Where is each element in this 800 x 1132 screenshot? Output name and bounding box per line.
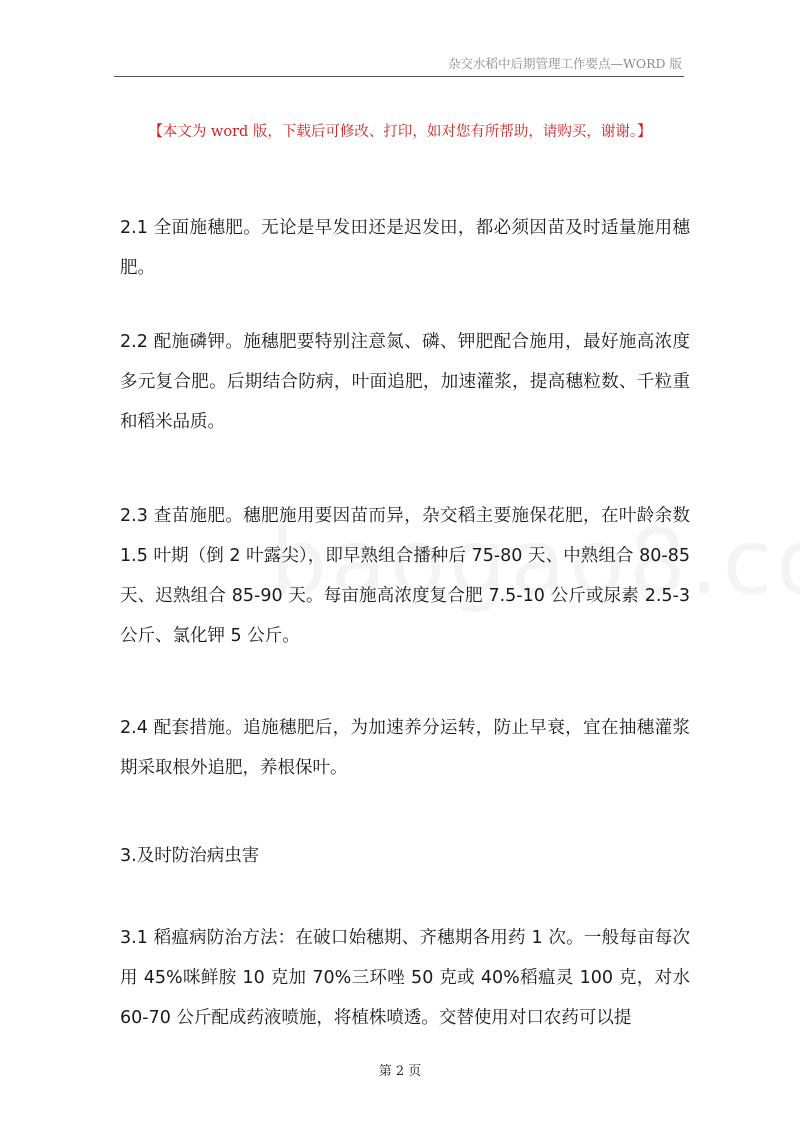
page-number: 第 2 页 [378,1064,422,1079]
paragraph-2-4: 2.4 配套措施。追施穗肥后，为加速养分运转，防止早衰，宜在抽穗灌浆期采取根外追肥，养根保叶。 [120,718,690,778]
section-heading-3: 3.及时防治病虫害 [120,846,260,866]
paragraph-3-1: 3.1 稻瘟病防治方法：在破口始穗期、齐穗期各用药 1 次。一般每亩每次用 45%咪鲜胺 10 克加 70%三环唑 50 克或 40%稻瘟灵 100 克，对水 60-70 公斤配成药液喷施，将植株喷透。交替使用对口农药可以提 [120,928,690,1028]
paragraph-2-3: 2.3 查苗施肥。穗肥施用要因苗而异，杂交稻主要施保花肥，在叶龄余数 1.5 叶期（倒 2 叶露尖），即早熟组合播种后 75-80 天、中熟组合 80-85 天、迟熟组合 85-90 天。每亩施高浓度复合肥 7.5-10 公斤或尿素 2.5-3 公斤、氯化钾 5 公斤。 [120,506,690,646]
page-header [114,50,684,77]
paragraph-2-1: 2.1 全面施穗肥。无论是早发田还是迟发田，都必须因苗及时适量施用穗肥。 [120,218,690,278]
paragraph-2-2: 2.2 配施磷钾。施穗肥要特别注意氮、磷、钾肥配合施用，最好施高浓度多元复合肥。后期结合防病，叶面追肥，加速灌浆，提高穗粒数、千粒重和稻米品质。 [120,332,690,432]
purchase-notice: 【本文为 word 版，下载后可修改、打印，如对您有所帮助，请购买，谢谢。】 [148,124,652,140]
header-title: 杂交水稻中后期管理工作要点—WORD 版 [447,56,682,71]
